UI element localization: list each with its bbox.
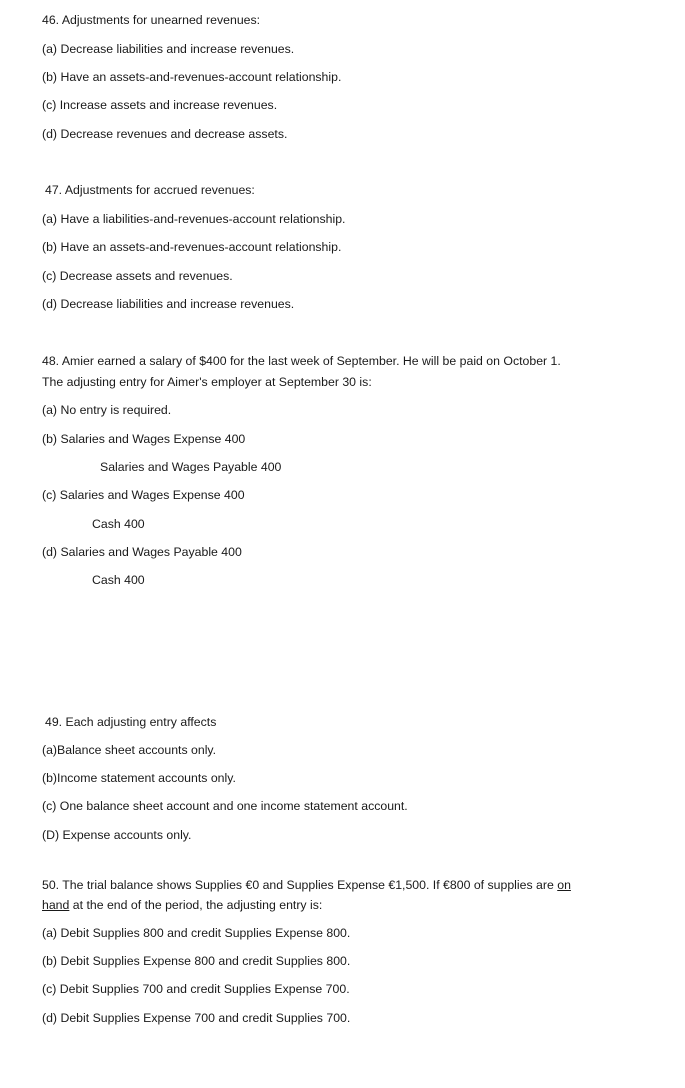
question-46-stem: 46. Adjustments for unearned revenues: [42,13,261,27]
question-48-option-c: (c) Salaries and Wages Expense 400 [42,488,245,502]
question-49-option-b: (b)Income statement accounts only. [42,771,236,785]
question-50-stem-text: 50. The trial balance shows Supplies €0 and Supplies Expense €1,500. If €800 of supplies are [42,878,558,892]
question-48-option-b-credit: Salaries and Wages Payable 400 [100,460,282,474]
question-47-stem: 47. Adjustments for accrued revenues: [45,183,255,197]
question-50-stem-rest: at the end of the period, the adjusting entry is: [69,898,323,912]
question-47-option-a: (a) Have a liabilities-and-revenues-account relationship. [42,212,346,226]
question-49-option-a: (a)Balance sheet accounts only. [42,743,217,757]
question-49-option-c: (c) One balance sheet account and one income statement account. [42,799,408,813]
question-46-option-d: (d) Decrease revenues and decrease assets. [42,127,288,141]
question-47-option-d: (d) Decrease liabilities and increase revenues. [42,297,295,311]
question-48-option-d: (d) Salaries and Wages Payable 400 [42,545,242,559]
question-48-stem-line-2: The adjusting entry for Aimer's employer at September 30 is: [42,375,372,389]
question-46-option-a: (a) Decrease liabilities and increase revenues. [42,42,295,56]
question-49-option-d: (D) Expense accounts only. [42,828,192,842]
question-50-underlined-hand: hand [42,898,70,912]
question-48-option-c-credit: Cash 400 [92,517,145,531]
question-49-stem: 49. Each adjusting entry affects [45,715,217,729]
question-50-stem-line-2 [42,897,322,913]
question-46-option-b: (b) Have an assets-and-revenues-account relationship. [42,70,342,84]
question-48-option-a: (a) No entry is required. [42,403,172,417]
question-48-option-b: (b) Salaries and Wages Expense 400 [42,432,246,446]
question-50-underlined-on: on [557,878,571,892]
question-48-stem-line-1: 48. Amier earned a salary of $400 for the last week of September. He will be paid on October 1. [42,354,561,368]
question-48-option-d-credit: Cash 400 [92,573,145,587]
question-47-option-c: (c) Decrease assets and revenues. [42,269,233,283]
question-47-option-b: (b) Have an assets-and-revenues-account relationship. [42,240,342,254]
question-50-stem-line-1 [42,877,571,893]
question-50-option-c: (c) Debit Supplies 700 and credit Supplies Expense 700. [42,982,350,996]
question-46-option-c: (c) Increase assets and increase revenues. [42,98,278,112]
question-50-option-b: (b) Debit Supplies Expense 800 and credit Supplies 800. [42,954,351,968]
question-50-option-a: (a) Debit Supplies 800 and credit Supplies Expense 800. [42,926,351,940]
question-50-option-d: (d) Debit Supplies Expense 700 and credit Supplies 700. [42,1011,351,1025]
